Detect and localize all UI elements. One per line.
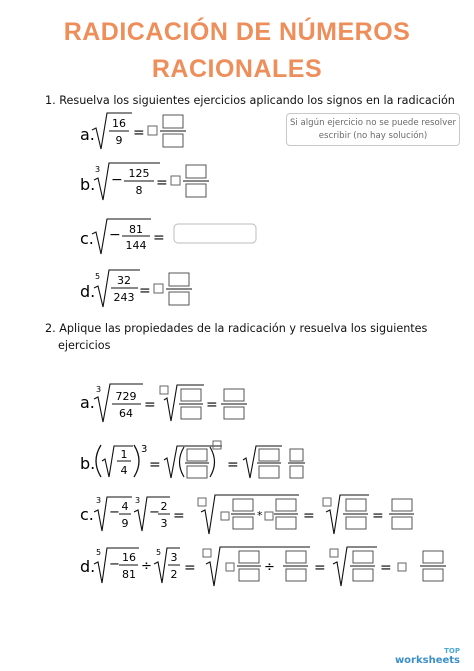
equals-sign: = bbox=[303, 508, 315, 524]
answer-num-box[interactable] bbox=[276, 499, 296, 511]
section1-instruction: 1. Resuelva los siguientes ejercicios aplicando los signos en la radicación bbox=[45, 94, 455, 107]
answer-den-box[interactable] bbox=[259, 466, 279, 478]
answer-den-box[interactable] bbox=[224, 407, 244, 419]
sign-box[interactable] bbox=[148, 126, 157, 135]
item2a-label: a. bbox=[80, 393, 95, 412]
worksheet-title-line1: RADICACIÓN DE NÚMEROS bbox=[63, 18, 411, 46]
item1b-num: 125 bbox=[128, 167, 150, 180]
answer-num-box[interactable] bbox=[392, 499, 412, 511]
sign-box[interactable] bbox=[154, 284, 163, 293]
sign-box[interactable] bbox=[171, 176, 180, 185]
answer-num-box[interactable] bbox=[239, 551, 259, 563]
answer-den-box[interactable] bbox=[181, 407, 201, 419]
answer-den-box[interactable] bbox=[346, 517, 366, 529]
minus-sign: − bbox=[109, 505, 120, 520]
worksheet-title-line2: RACIONALES bbox=[151, 55, 323, 83]
topworksheets-logo bbox=[395, 647, 460, 665]
item2d-index2: 5 bbox=[156, 548, 162, 557]
item2a-index: 3 bbox=[96, 385, 102, 394]
answer-num-box[interactable] bbox=[353, 551, 373, 563]
item2c-den2: 3 bbox=[160, 517, 168, 530]
minus-sign: − bbox=[149, 505, 160, 520]
answer-num-box[interactable] bbox=[163, 115, 183, 128]
item2b-den: 4 bbox=[120, 464, 128, 477]
item1b-den: 8 bbox=[135, 184, 143, 197]
equals-sign: = bbox=[372, 508, 384, 524]
answer-den-box[interactable] bbox=[233, 517, 253, 529]
left-paren bbox=[180, 447, 185, 477]
item2c-num2: 2 bbox=[160, 500, 168, 513]
item2b-exp: 3 bbox=[141, 444, 148, 455]
answer-num-box[interactable] bbox=[259, 449, 279, 461]
answer-num-box[interactable] bbox=[224, 389, 244, 401]
answer-den-box[interactable] bbox=[286, 569, 306, 581]
item2c-label: c. bbox=[80, 505, 94, 524]
item2c-index1: 3 bbox=[96, 496, 102, 505]
sign-box[interactable] bbox=[221, 512, 229, 520]
logo-bottom-text: worksheets bbox=[394, 655, 460, 666]
equals-sign: = bbox=[133, 125, 145, 141]
answer-den-box[interactable] bbox=[239, 569, 259, 581]
answer-num-box[interactable] bbox=[423, 551, 443, 563]
hint-note: Si algún ejercicio no se puede resolver escribir (no hay solución) bbox=[286, 113, 460, 146]
answer-num-box[interactable] bbox=[290, 449, 303, 461]
divide-sign: ÷ bbox=[264, 560, 275, 575]
index-box[interactable] bbox=[160, 386, 168, 394]
item1d-num: 32 bbox=[117, 274, 131, 287]
item2b-num: 1 bbox=[120, 448, 128, 461]
item2d-label: d. bbox=[80, 557, 96, 576]
answer-input-field[interactable] bbox=[174, 224, 256, 243]
answer-num-box[interactable] bbox=[233, 499, 253, 511]
item1a-num: 16 bbox=[112, 117, 126, 130]
item2a-den: 64 bbox=[119, 407, 133, 420]
equals-sign: = bbox=[184, 560, 196, 576]
exponent-box[interactable] bbox=[213, 441, 221, 449]
item1d-index: 5 bbox=[95, 272, 101, 281]
logo-top-text: TOP bbox=[444, 647, 460, 655]
sign-box[interactable] bbox=[226, 563, 234, 571]
right-paren bbox=[210, 447, 215, 477]
answer-num-box[interactable] bbox=[346, 499, 366, 511]
equals-sign: = bbox=[139, 283, 151, 299]
equals-sign: = bbox=[380, 560, 392, 576]
answer-num-box[interactable] bbox=[187, 449, 207, 461]
divide-sign: ÷ bbox=[141, 559, 152, 574]
answer-den-box[interactable] bbox=[290, 466, 303, 478]
minus-sign: − bbox=[111, 172, 123, 188]
answer-num-box[interactable] bbox=[286, 551, 306, 563]
item1d-den: 243 bbox=[113, 291, 135, 304]
multiply-sign: * bbox=[257, 509, 263, 522]
index-box[interactable] bbox=[330, 549, 338, 557]
answer-den-box[interactable] bbox=[163, 134, 183, 147]
item1d-label: d. bbox=[80, 282, 96, 301]
item1c-label: c. bbox=[80, 229, 94, 248]
minus-sign: − bbox=[109, 227, 121, 243]
answer-den-box[interactable] bbox=[392, 517, 412, 529]
equals-sign: = bbox=[206, 397, 218, 413]
sign-box[interactable] bbox=[398, 563, 406, 571]
answer-num-box[interactable] bbox=[169, 273, 189, 286]
equals-sign: = bbox=[314, 560, 326, 576]
item2c-num1: 4 bbox=[121, 500, 129, 513]
left-paren bbox=[96, 445, 101, 477]
index-box[interactable] bbox=[198, 498, 206, 506]
index-box[interactable] bbox=[203, 549, 211, 557]
equals-sign: = bbox=[156, 175, 168, 191]
item2d-den2: 2 bbox=[170, 568, 178, 581]
item2d-num2: 3 bbox=[170, 551, 178, 564]
index-box[interactable] bbox=[323, 498, 331, 506]
item2b-label: b. bbox=[80, 454, 96, 473]
equals-sign: = bbox=[173, 508, 185, 524]
answer-den-box[interactable] bbox=[186, 184, 206, 197]
section2-instruction-line1: 2. Aplique las propiedades de la radicación y resuelva los siguientes bbox=[45, 322, 428, 335]
item1a-den: 9 bbox=[115, 134, 123, 147]
answer-den-box[interactable] bbox=[276, 517, 296, 529]
answer-den-box[interactable] bbox=[187, 466, 207, 478]
answer-num-box[interactable] bbox=[181, 389, 201, 401]
item1b-label: b. bbox=[80, 175, 96, 194]
item2d-index1: 5 bbox=[96, 548, 102, 557]
item2d-num1: 16 bbox=[122, 551, 136, 564]
answer-den-box[interactable] bbox=[423, 569, 443, 581]
answer-den-box[interactable] bbox=[169, 292, 189, 305]
equals-sign: = bbox=[149, 457, 161, 473]
radical-sign bbox=[164, 446, 222, 478]
item1c-num: 81 bbox=[129, 223, 143, 236]
answer-num-box[interactable] bbox=[186, 165, 206, 178]
answer-den-box[interactable] bbox=[353, 569, 373, 581]
item2c-index2: 3 bbox=[135, 496, 141, 505]
equals-sign: = bbox=[144, 397, 156, 413]
equals-sign: = bbox=[227, 457, 239, 473]
item1a-label: a. bbox=[80, 125, 95, 144]
radical-sign bbox=[164, 385, 204, 421]
item1c-den: 144 bbox=[125, 239, 147, 252]
section2-instruction-line2: ejercicios bbox=[58, 339, 111, 352]
item1b-index: 3 bbox=[95, 165, 101, 174]
radical-sign bbox=[243, 446, 282, 478]
right-paren bbox=[134, 445, 139, 477]
sign-box[interactable] bbox=[265, 512, 273, 520]
item2a-num: 729 bbox=[115, 390, 137, 403]
item2c-den1: 9 bbox=[121, 517, 129, 530]
equals-sign: = bbox=[153, 230, 165, 246]
minus-sign: − bbox=[109, 557, 120, 572]
item2d-den1: 81 bbox=[122, 568, 136, 581]
